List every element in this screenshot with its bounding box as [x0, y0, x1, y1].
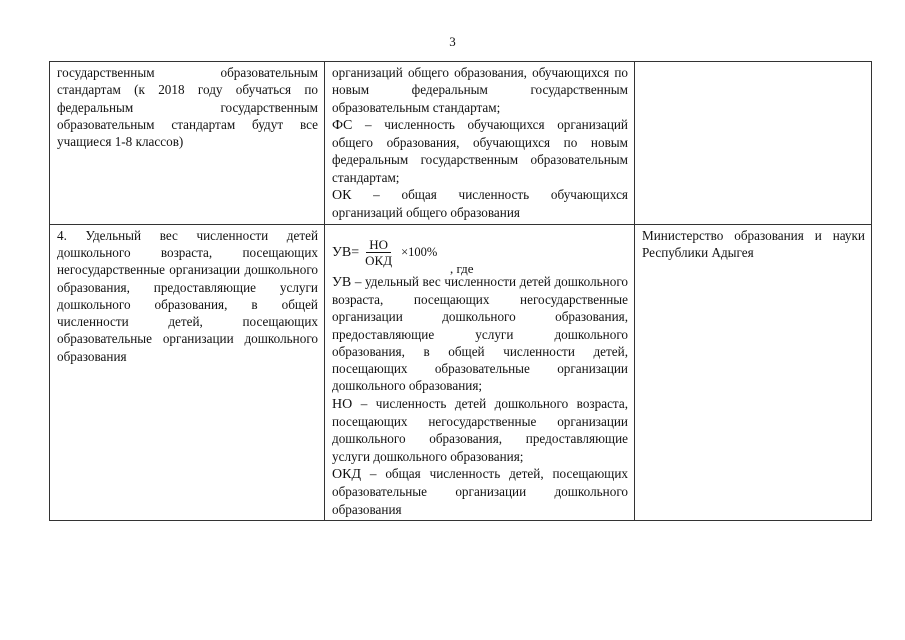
indicator-text: государственным образовательным стандартам (к 2018 году обучаться по федеральным государственным образовательным стандартам будут все учащиеся 1-8 классов) — [57, 65, 318, 150]
formula — [332, 233, 628, 276]
formula-cell — [325, 224, 635, 520]
responsible-text: Министерство образования и науки Республики Адыгея — [642, 227, 865, 260]
formula-denominator: ОКД — [365, 253, 393, 269]
responsible-cell — [635, 224, 872, 520]
definition-paragraph — [332, 273, 628, 395]
definition-text: – общая численность детей, посещающих образовательные организации дошкольного образования — [332, 465, 628, 517]
definition-symbol: УВ — [332, 274, 352, 290]
page-number: 3 — [449, 34, 456, 49]
definition-text: организаций общего образования, обучающихся по новым федеральным государственным образовательным стандартам; — [332, 65, 628, 115]
definition-paragraph — [332, 395, 628, 465]
table-row — [50, 62, 872, 225]
indicator-text: 4. Удельный вес численности детей дошкольного возраста, посещающих негосударственные организации дошкольного образования, предоставляющие услуги дошкольного образования, в общей численности детей, посещающих образовательные организации дошкольного образования — [57, 227, 318, 364]
definition-text: – численность обучающихся организаций общего образования, обучающихся по новым федеральным государственным образовательным стандартам; — [332, 116, 628, 185]
definition-paragraph — [332, 186, 628, 222]
formula-lhs: УВ= — [332, 245, 360, 261]
formula-numerator: НО — [366, 237, 391, 253]
definition-text: – удельный вес численности детей дошкольного возраста, посещающих негосударственные организации дошкольного образования, предоставляющие услуги дошкольного образования, в общей численности детей, посещающих образовательные организации дошкольного образования; — [332, 273, 628, 394]
formula-suffix: , где — [450, 260, 474, 276]
definition-symbol: ОК — [332, 188, 352, 204]
formula-multiplier: ×100% — [401, 245, 438, 260]
definition-text: – численность детей дошкольного возраста, посещающих негосударственные организации дошкольного образования, предоставляющие услуги дошкольного образования; — [332, 395, 628, 464]
indicator-cell — [50, 224, 325, 520]
responsible-cell — [635, 62, 872, 225]
indicator-table — [49, 61, 872, 521]
definition-paragraph — [332, 64, 628, 116]
formula-fraction — [362, 237, 395, 268]
definition-symbol: НО — [332, 396, 353, 412]
table-row — [50, 224, 872, 520]
definition-paragraph — [332, 116, 628, 186]
definition-symbol: ФС — [332, 117, 353, 133]
definition-paragraph — [332, 465, 628, 518]
definition-symbol: ОКД — [332, 466, 361, 482]
formula-cell — [325, 62, 635, 225]
definition-text: – общая численность обучающихся организаций общего образования — [332, 187, 628, 221]
indicator-cell — [50, 62, 325, 225]
